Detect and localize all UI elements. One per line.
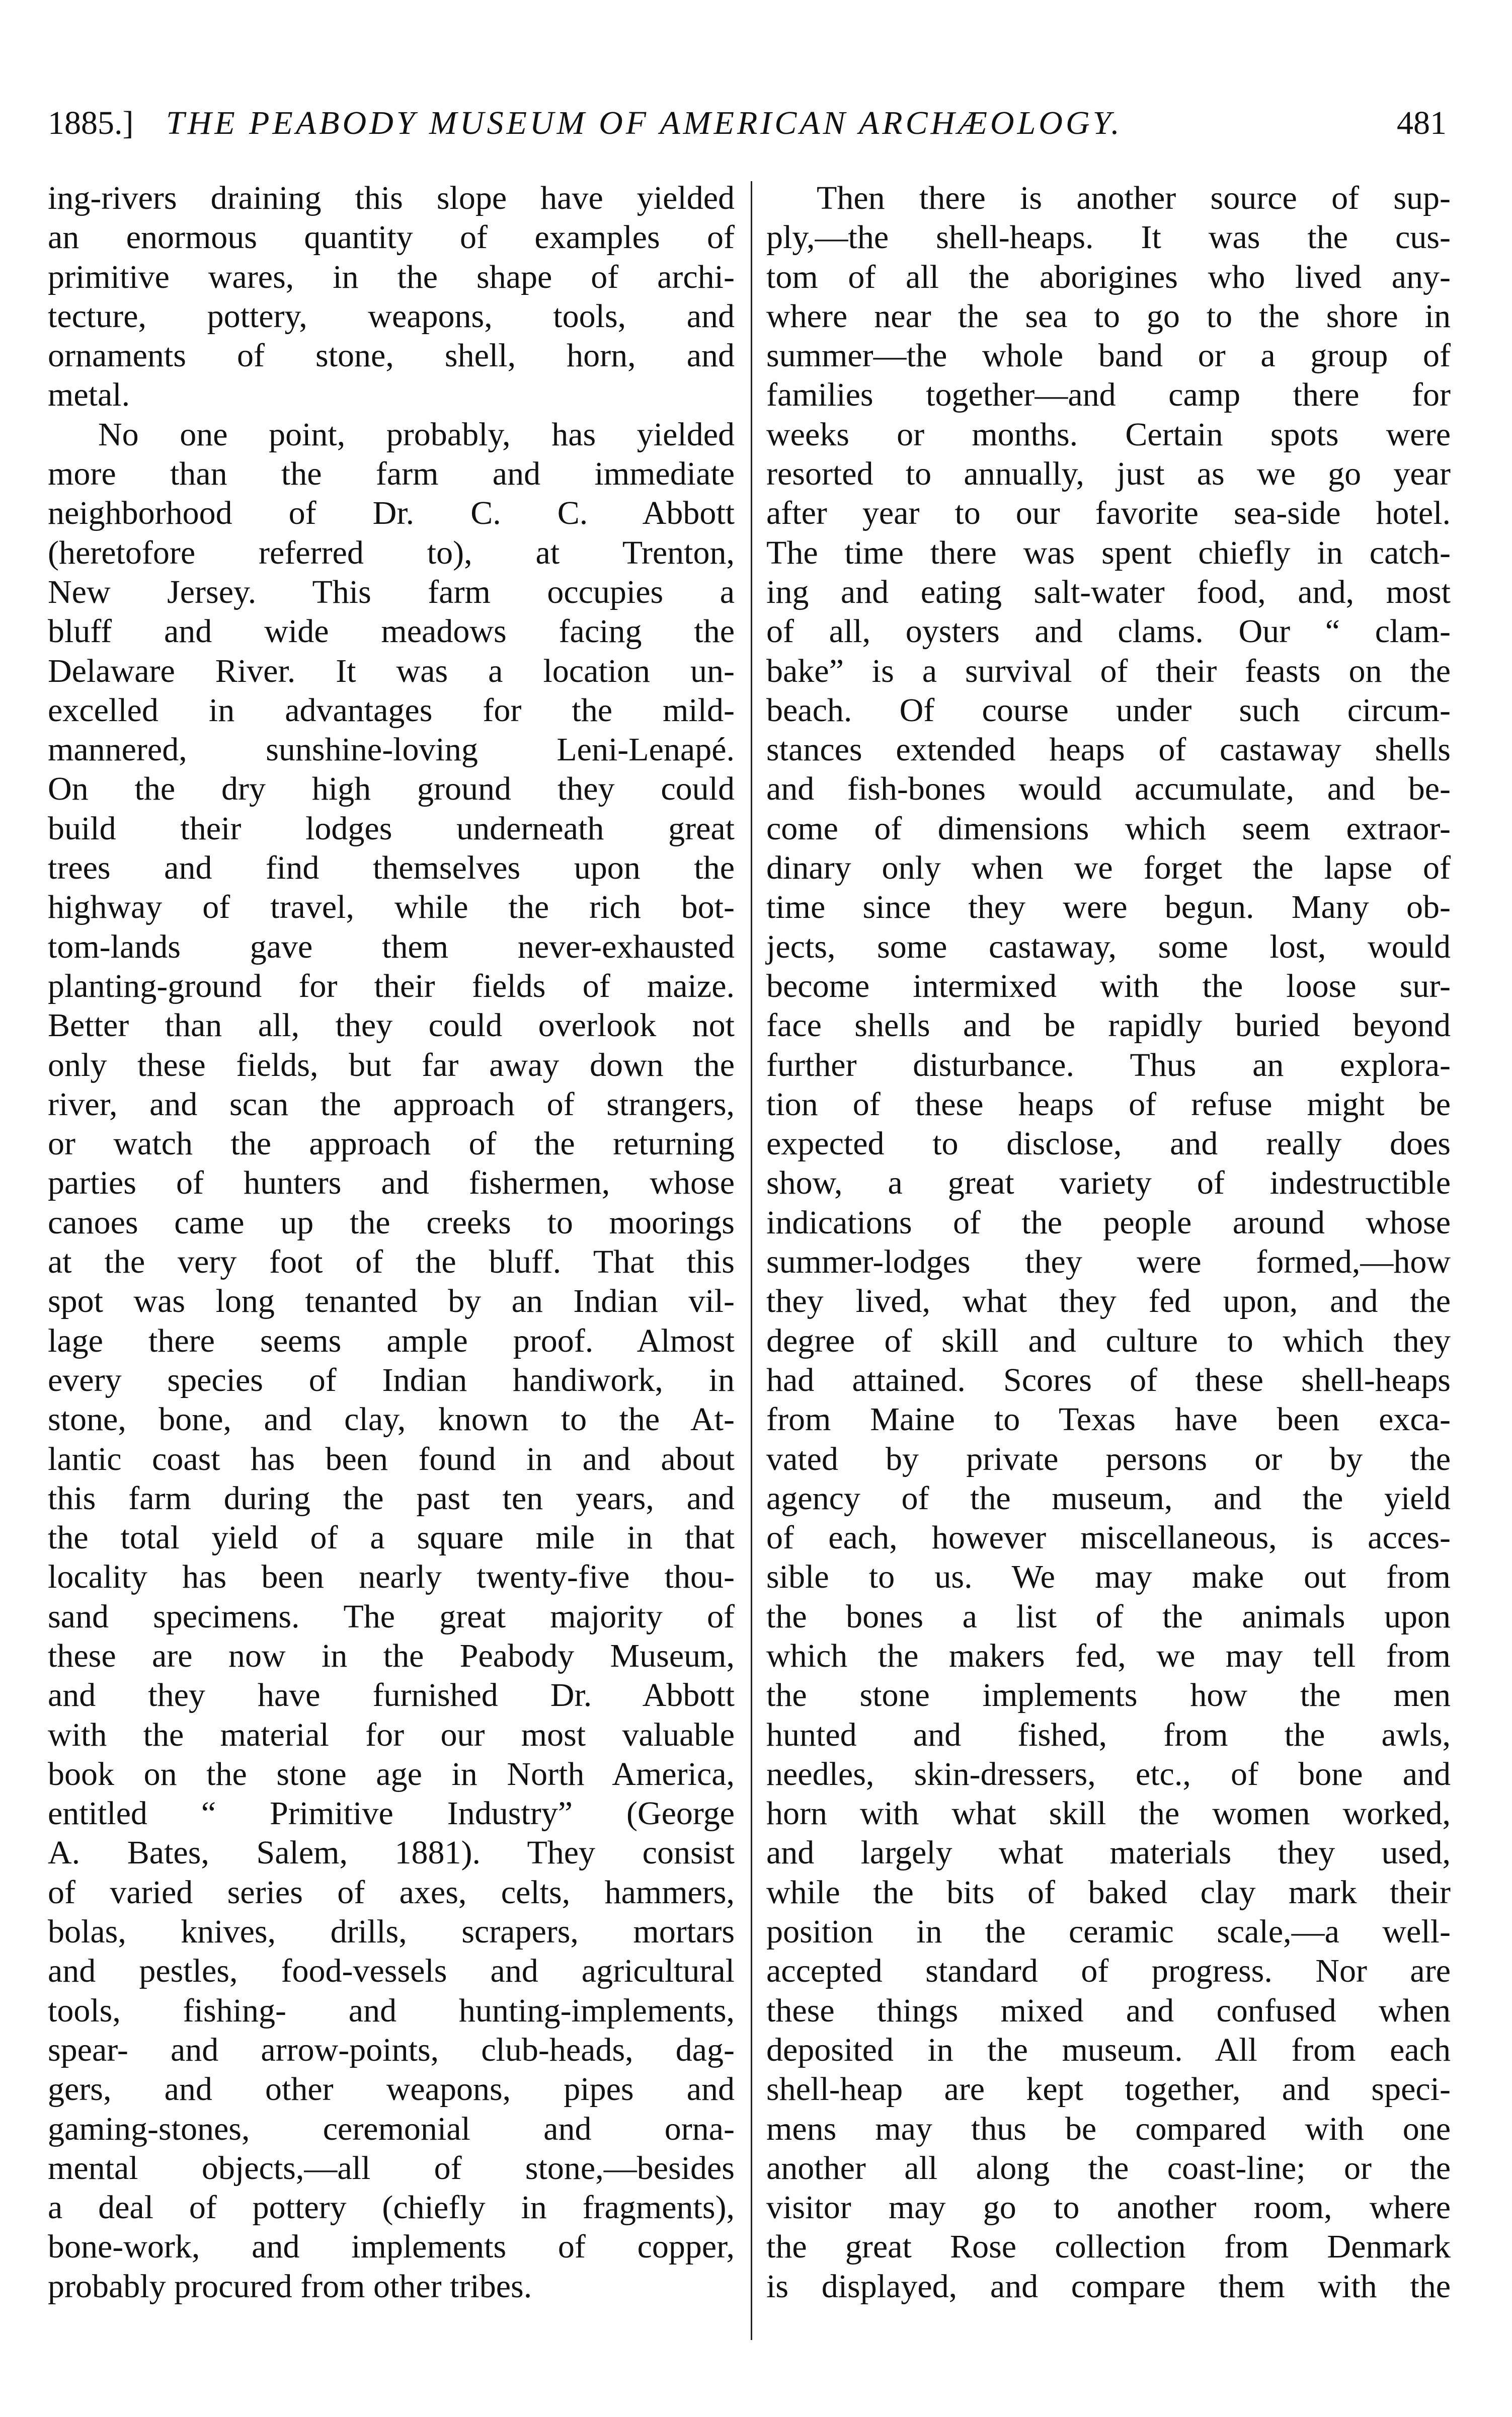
text-line: vated by private persons or by the [766, 1440, 1451, 1477]
text-line: metal. [48, 376, 130, 414]
text-line: only these fields, but far away down the [48, 1046, 735, 1083]
text-line: primitive wares, in the shape of archi- [48, 258, 735, 295]
text-line: lage there seems ample proof. Almost [48, 1322, 735, 1359]
text-line: tion of these heaps of refuse might be [766, 1085, 1451, 1123]
text-line: expected to disclose, and really does [766, 1125, 1451, 1162]
text-line: parties of hunters and fishermen, whose [48, 1164, 735, 1202]
text-line: come of dimensions which seem extraor- [766, 810, 1451, 847]
text-line: probably procured from other tribes. [48, 2268, 532, 2305]
text-line: river, and scan the approach of strangers, [48, 1085, 735, 1123]
right-column [766, 179, 1451, 2306]
text-line: every species of Indian handiwork, in [48, 1361, 735, 1398]
text-line: horn with what skill the women worked, [766, 1795, 1451, 1832]
text-line: mental objects,—all of stone,—besides [48, 2149, 735, 2187]
text-line: accepted standard of progress. Nor are [766, 1953, 1451, 1990]
text-line: these are now in the Peabody Museum, [48, 1637, 735, 1674]
text-line: A. Bates, Salem, 1881). They consist [48, 1834, 735, 1872]
text-line: stone, bone, and clay, known to the At- [48, 1401, 735, 1438]
text-line: position in the ceramic scale,—a well- [766, 1913, 1451, 1951]
text-line: is displayed, and compare them with the [766, 2268, 1451, 2305]
text-line: summer—the whole band or a group of [766, 337, 1451, 374]
text-line: families together—and camp there for [766, 376, 1451, 414]
text-line: Then there is another source of sup- [817, 180, 1451, 216]
text-line: The time there was spent chiefly in catch- [766, 534, 1451, 571]
text-line: and pestles, food-vessels and agricultural [48, 1953, 735, 1990]
text-line: of each, however miscellaneous, is acces- [766, 1519, 1451, 1556]
text-line: weeks or months. Certain spots were [766, 416, 1451, 453]
text-line: where near the sea to go to the shore in [766, 297, 1451, 335]
text-line: mannered, sunshine-loving Leni-Lenapé. [48, 731, 735, 768]
text-line: ornaments of stone, shell, horn, and [48, 337, 735, 374]
text-line: On the dry high ground they could [48, 770, 735, 808]
text-line: Delaware River. It was a location un- [48, 652, 735, 689]
text-line: planting-ground for their fields of maize. [48, 967, 735, 1004]
text-line: sand specimens. The great majority of [48, 1598, 735, 1635]
text-line: ing-rivers draining this slope have yielded [48, 180, 735, 216]
text-line: neighborhood of Dr. C. C. Abbott [48, 495, 735, 532]
text-line: sible to us. We may make out from [766, 1558, 1451, 1596]
text-line: bluff and wide meadows facing the [48, 613, 735, 650]
text-line: bolas, knives, drills, scrapers, mortars [48, 1913, 735, 1951]
text-line: hunted and fished, from the awls, [766, 1716, 1451, 1753]
text-line: this farm during the past ten years, and [48, 1479, 735, 1517]
text-line: at the very foot of the bluff. That this [48, 1243, 735, 1281]
text-line: book on the stone age in North America, [48, 1755, 735, 1792]
text-line: the great Rose collection from Denmark [766, 2228, 1451, 2266]
text-line: tecture, pottery, weapons, tools, and [48, 297, 735, 335]
text-line: bake” is a survival of their feasts on the [766, 652, 1451, 689]
text-line: shell-heap are kept together, and speci- [766, 2071, 1451, 2108]
text-line: Better than all, they could overlook not [48, 1007, 735, 1044]
text-line: resorted to annually, just as we go year [766, 455, 1451, 493]
running-title: THE PEABODY MUSEUM OF AMERICAN ARCHÆOLOGY. [166, 105, 1123, 141]
text-line: degree of skill and culture to which they [766, 1322, 1451, 1359]
text-line: canoes came up the creeks to moorings [48, 1204, 735, 1241]
text-line: ing and eating salt-water food, and, most [766, 573, 1451, 610]
text-line: trees and find themselves upon the [48, 849, 735, 887]
text-line: gers, and other weapons, pipes and [48, 2071, 735, 2108]
text-line: become intermixed with the loose sur- [766, 967, 1451, 1004]
text-line: a deal of pottery (chiefly in fragments), [48, 2189, 735, 2226]
text-line: New Jersey. This farm occupies a [48, 573, 735, 610]
text-line: they lived, what they fed upon, and the [766, 1283, 1451, 1320]
text-line: show, a great variety of indestructible [766, 1164, 1451, 1202]
text-line: needles, skin-dressers, etc., of bone and [766, 1755, 1451, 1792]
text-line: which the makers fed, we may tell from [766, 1637, 1451, 1674]
text-line: and fish-bones would accumulate, and be- [766, 770, 1451, 808]
left-column [48, 179, 735, 2306]
text-line: had attained. Scores of these shell-heaps [766, 1361, 1451, 1398]
page-number: 481 [1397, 105, 1447, 141]
text-line: beach. Of course under such circum- [766, 691, 1451, 729]
text-line: an enormous quantity of examples of [48, 219, 735, 256]
text-line: ply,—the shell-heaps. It was the cus- [766, 219, 1451, 256]
text-line: agency of the museum, and the yield [766, 1479, 1451, 1517]
text-line: indications of the people around whose [766, 1204, 1451, 1241]
column-divider [751, 181, 752, 2340]
text-line: these things mixed and confused when [766, 1992, 1451, 2029]
header-year: 1885.] [48, 105, 134, 141]
text-line: tom-lands gave them never-exhausted [48, 928, 735, 965]
text-line: spot was long tenanted by an Indian vil- [48, 1283, 735, 1320]
text-line: build their lodges underneath great [48, 810, 735, 847]
text-line: further disturbance. Thus an explora- [766, 1046, 1451, 1083]
text-line: more than the farm and immediate [48, 455, 735, 493]
text-line: dinary only when we forget the lapse of [766, 849, 1451, 887]
text-line: locality has been nearly twenty-five thou- [48, 1558, 735, 1596]
text-line: summer-lodges they were formed,—how [766, 1243, 1451, 1281]
text-line: of all, oysters and clams. Our “ clam- [766, 613, 1451, 650]
text-line: or watch the approach of the returning [48, 1125, 735, 1162]
text-line: of varied series of axes, celts, hammers, [48, 1874, 735, 1911]
text-line: gaming-stones, ceremonial and orna- [48, 2110, 735, 2147]
text-line: the bones a list of the animals upon [766, 1598, 1451, 1635]
text-line: deposited in the museum. All from each [766, 2031, 1451, 2068]
text-line: tom of all the aborigines who lived any- [766, 258, 1451, 295]
text-line: bone-work, and implements of copper, [48, 2228, 735, 2266]
text-line: another all along the coast-line; or the [766, 2149, 1451, 2187]
text-line: visitor may go to another room, where [766, 2189, 1451, 2226]
text-line: and they have furnished Dr. Abbott [48, 1677, 735, 1714]
running-header [48, 98, 1447, 148]
text-line: No one point, probably, has yielded [98, 416, 735, 453]
text-line: after year to our favorite sea-side hotel. [766, 495, 1451, 532]
text-line: tools, fishing- and hunting-implements, [48, 1992, 735, 2029]
text-line: the stone implements how the men [766, 1677, 1451, 1714]
text-line: with the material for our most valuable [48, 1716, 735, 1753]
text-line: jects, some castaway, some lost, would [766, 928, 1451, 965]
text-line: while the bits of baked clay mark their [766, 1874, 1451, 1911]
text-line: spear- and arrow-points, club-heads, dag- [48, 2031, 735, 2068]
text-line: stances extended heaps of castaway shells [766, 731, 1451, 768]
text-line: from Maine to Texas have been exca- [766, 1401, 1451, 1438]
text-line: excelled in advantages for the mild- [48, 691, 735, 729]
text-line: (heretofore referred to), at Trenton, [48, 534, 735, 571]
text-line: and largely what materials they used, [766, 1834, 1451, 1872]
text-line: face shells and be rapidly buried beyond [766, 1007, 1451, 1044]
text-line: lantic coast has been found in and about [48, 1440, 735, 1477]
text-line: highway of travel, while the rich bot- [48, 889, 735, 926]
text-line: time since they were begun. Many ob- [766, 889, 1451, 926]
text-line: the total yield of a square mile in that [48, 1519, 735, 1556]
text-line: entitled “ Primitive Industry” (George [48, 1795, 735, 1832]
text-line: mens may thus be compared with one [766, 2110, 1451, 2147]
